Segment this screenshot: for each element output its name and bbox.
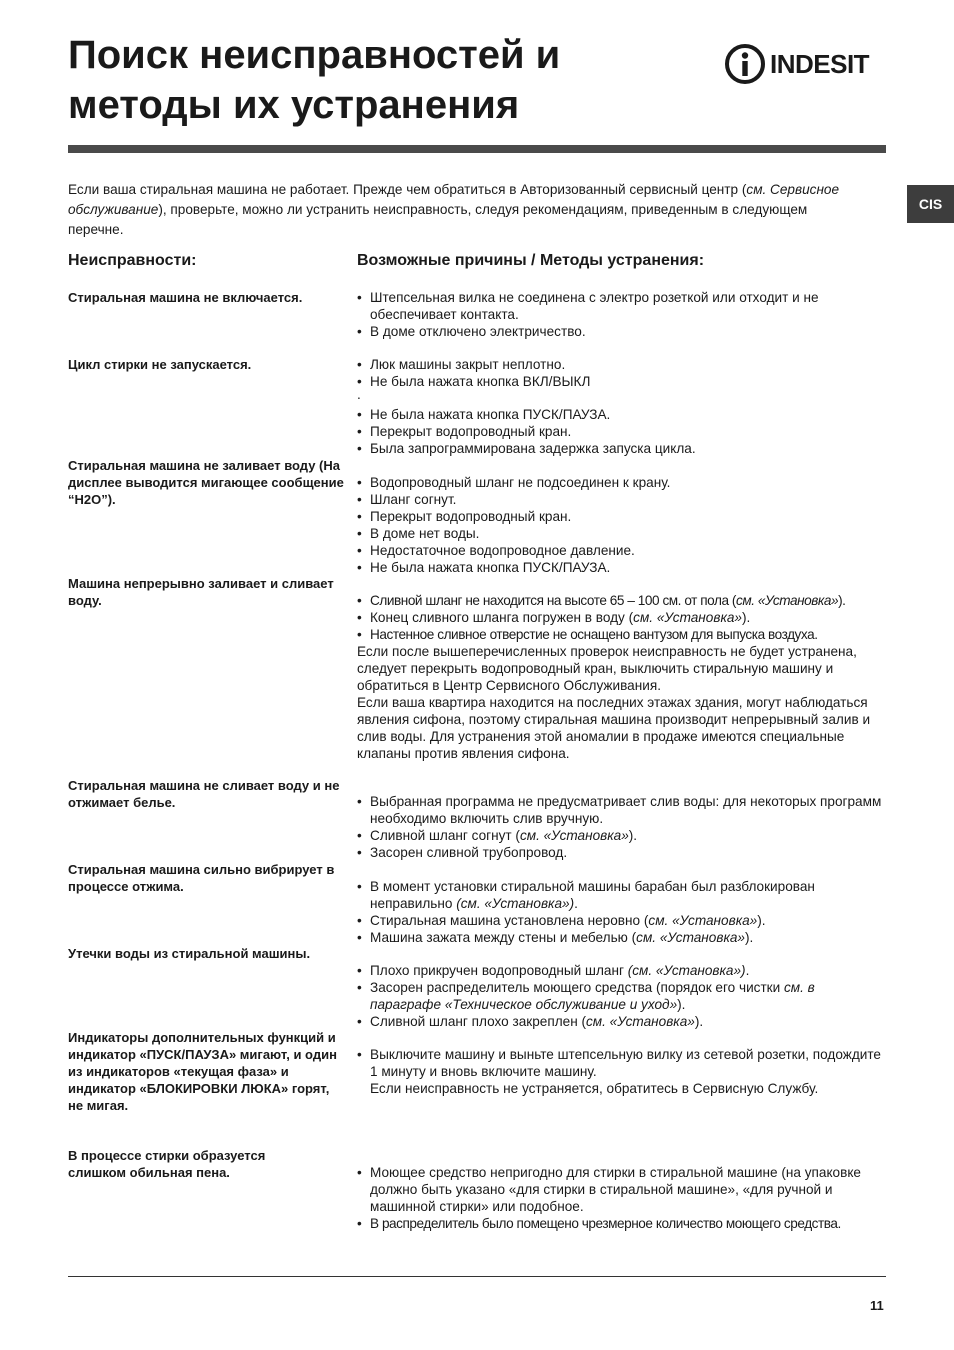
page-title xyxy=(68,30,708,130)
cause-bullet: • В распределитель было помещено чрезмерное количество моющего средства. xyxy=(357,1215,887,1232)
cause-bullet: • Настенное сливное отверстие не оснащено вантузом для выпуска воздуха. xyxy=(357,626,887,643)
cause-bullet: • Засорен сливной трубопровод. xyxy=(357,844,887,861)
cause-bullet: • Выключите машину и выньте штепсельную вилку из сетевой розетки, подождите 1 минуту и вновь включите машину. xyxy=(357,1046,887,1080)
fault-item: Индикаторы дополнительных функций и индикатор «ПУСК/ПАУЗА» мигают, и один из индикаторов «текущая фаза» и индикатор «БЛОКИРОВКИ ЛЮКА» горят, не мигая. xyxy=(68,1030,337,1113)
cause-list xyxy=(357,878,887,946)
fault-item: Стиральная машина не включается. xyxy=(68,290,303,305)
cause-paragraph: Если ваша квартира находится на последних этажах здания, могут наблюдаться явления сифона, поэтому стиральная машина производит непрерывный залив и слив воды. Для устранения этой аномалии в продаже имеются специальные клапаны против явления сифона. xyxy=(357,695,871,761)
faults-column-heading: Неисправности: xyxy=(68,252,197,269)
cause-paragraph: Если после вышеперечисленных проверок неисправность не будет устранена, следует перекрыть водопроводный кран, выключить стиральную машину и обратиться в Центр Сервисного Обслуживания. xyxy=(357,644,857,693)
cause-paragraph: Если неисправность не устраняется, обратитесь в Сервисную Службу. xyxy=(370,1081,819,1096)
brand-logo xyxy=(724,42,869,86)
fault-item: Стиральная машина сильно вибрирует в процессе отжима. xyxy=(68,862,335,894)
cause-bullet: • Выбранная программа не предусматривает слив воды: для некоторых программ необходимо включить слив вручную. xyxy=(357,793,887,827)
cause-bullet: • Стиральная машина установлена неровно (см. «Установка»). xyxy=(357,912,887,929)
intro-paragraph: Если ваша стиральная машина не работает. Прежде чем обратиться в Авторизованный сервисный центр (см. Сервисное обслуживание), проверьте, можно ли устранить неисправность, следуя рекомендациям, приведенным в следующем перечне. xyxy=(68,182,840,237)
cause-list xyxy=(357,592,887,762)
intro-reference: см. Сервисное обслуживание xyxy=(68,182,840,217)
fault-item: Стиральная машина не заливает воду (На дисплее выводится мигающее сообщение “H2O”). xyxy=(68,458,344,507)
cause-bullet: • Не была нажата кнопка ПУСК/ПАУЗА. xyxy=(357,559,887,576)
brand-name: INDESIT xyxy=(770,48,870,79)
cause-bullet: • Не была нажата кнопка ВКЛ/ВЫКЛ xyxy=(357,373,887,390)
fault-item: Цикл стирки не запускается. xyxy=(68,357,252,372)
fault-item: Утечки воды из стиральной машины. xyxy=(68,946,311,961)
cause-bullet: • Была запрограммирована задержка запуска цикла. xyxy=(357,440,887,457)
cause-bullet: • Сливной шланг не находится на высоте 65 – 100 см. от пола (см. «Установка»). xyxy=(357,592,887,609)
cause-bullet: • Люк машины закрыт неплотно. xyxy=(357,356,887,373)
header-divider xyxy=(68,145,886,153)
brand-info-icon xyxy=(724,43,766,85)
language-tab: CIS xyxy=(907,185,954,223)
page-number: 11 xyxy=(870,1298,884,1313)
cause-bullet: • Штепсельная вилка не соединена с электро розеткой или отходит и не обеспечивает контакта. xyxy=(357,289,887,323)
cause-bullet: • Недостаточное водопроводное давление. xyxy=(357,542,887,559)
cause-bullet: • Не была нажата кнопка ПУСК/ПАУЗА. xyxy=(357,406,887,423)
cause-bullet: • Засорен распределитель моющего средства (порядок его чистки см. в параграфе «Техническое обслуживание и уход»). xyxy=(357,979,887,1013)
cause-list xyxy=(357,1046,887,1097)
causes-column-heading: Возможные причины / Методы устранения: xyxy=(357,252,705,269)
cause-bullet: • Шланг согнут. xyxy=(357,491,887,508)
cause-bullet: • Сливной шланг согнут (см. «Установка»). xyxy=(357,827,887,844)
cause-bullet: • Перекрыт водопроводный кран. xyxy=(357,423,887,440)
cause-bullet: • В доме нет воды. xyxy=(357,525,887,542)
cause-bullet: • Конец сливного шланга погружен в воду (см. «Установка»). xyxy=(357,609,887,626)
cause-list xyxy=(357,793,887,861)
cause-list xyxy=(357,1164,887,1232)
cause-bullet: • Сливной шланг плохо закреплен (см. «Установка»). xyxy=(357,1013,887,1030)
cause-bullet: • Водопроводный шланг не подсоединен к крану. xyxy=(357,474,887,491)
cause-list xyxy=(357,474,887,576)
fault-item: Стиральная машина не сливает воду и не отжимает белье. xyxy=(68,778,340,810)
cause-bullet: • Перекрыт водопроводный кран. xyxy=(357,508,887,525)
cause-bullet: • Моющее средство непригодно для стирки в стиральной машине (на упаковке должно быть указано «для стирки в стиральной машине», «для ручной и машинной стирки» или подобное. xyxy=(357,1164,887,1215)
cause-bullet: • Плохо прикручен водопроводный шланг (см. «Установка»). xyxy=(357,962,887,979)
footer-divider xyxy=(68,1276,886,1277)
page-title-line-2: методы их устранения xyxy=(68,83,520,127)
cause-list xyxy=(357,356,887,457)
stray-dot: . xyxy=(357,387,361,402)
cause-bullet: • Машина зажата между стены и мебелью (см. «Установка»). xyxy=(357,929,887,946)
page-title-line-1: Поиск неисправностей и xyxy=(68,33,561,77)
cause-list xyxy=(357,289,887,340)
fault-item: Машина непрерывно заливает и сливает воду. xyxy=(68,576,334,608)
cause-list xyxy=(357,962,887,1030)
cause-bullet: • В момент установки стиральной машины барабан был разблокирован неправильно (см. «Установка»). xyxy=(357,878,887,912)
cause-bullet: • В доме отключено электричество. xyxy=(357,323,887,340)
fault-item: В процессе стирки образуется слишком обильная пена. xyxy=(68,1148,266,1180)
